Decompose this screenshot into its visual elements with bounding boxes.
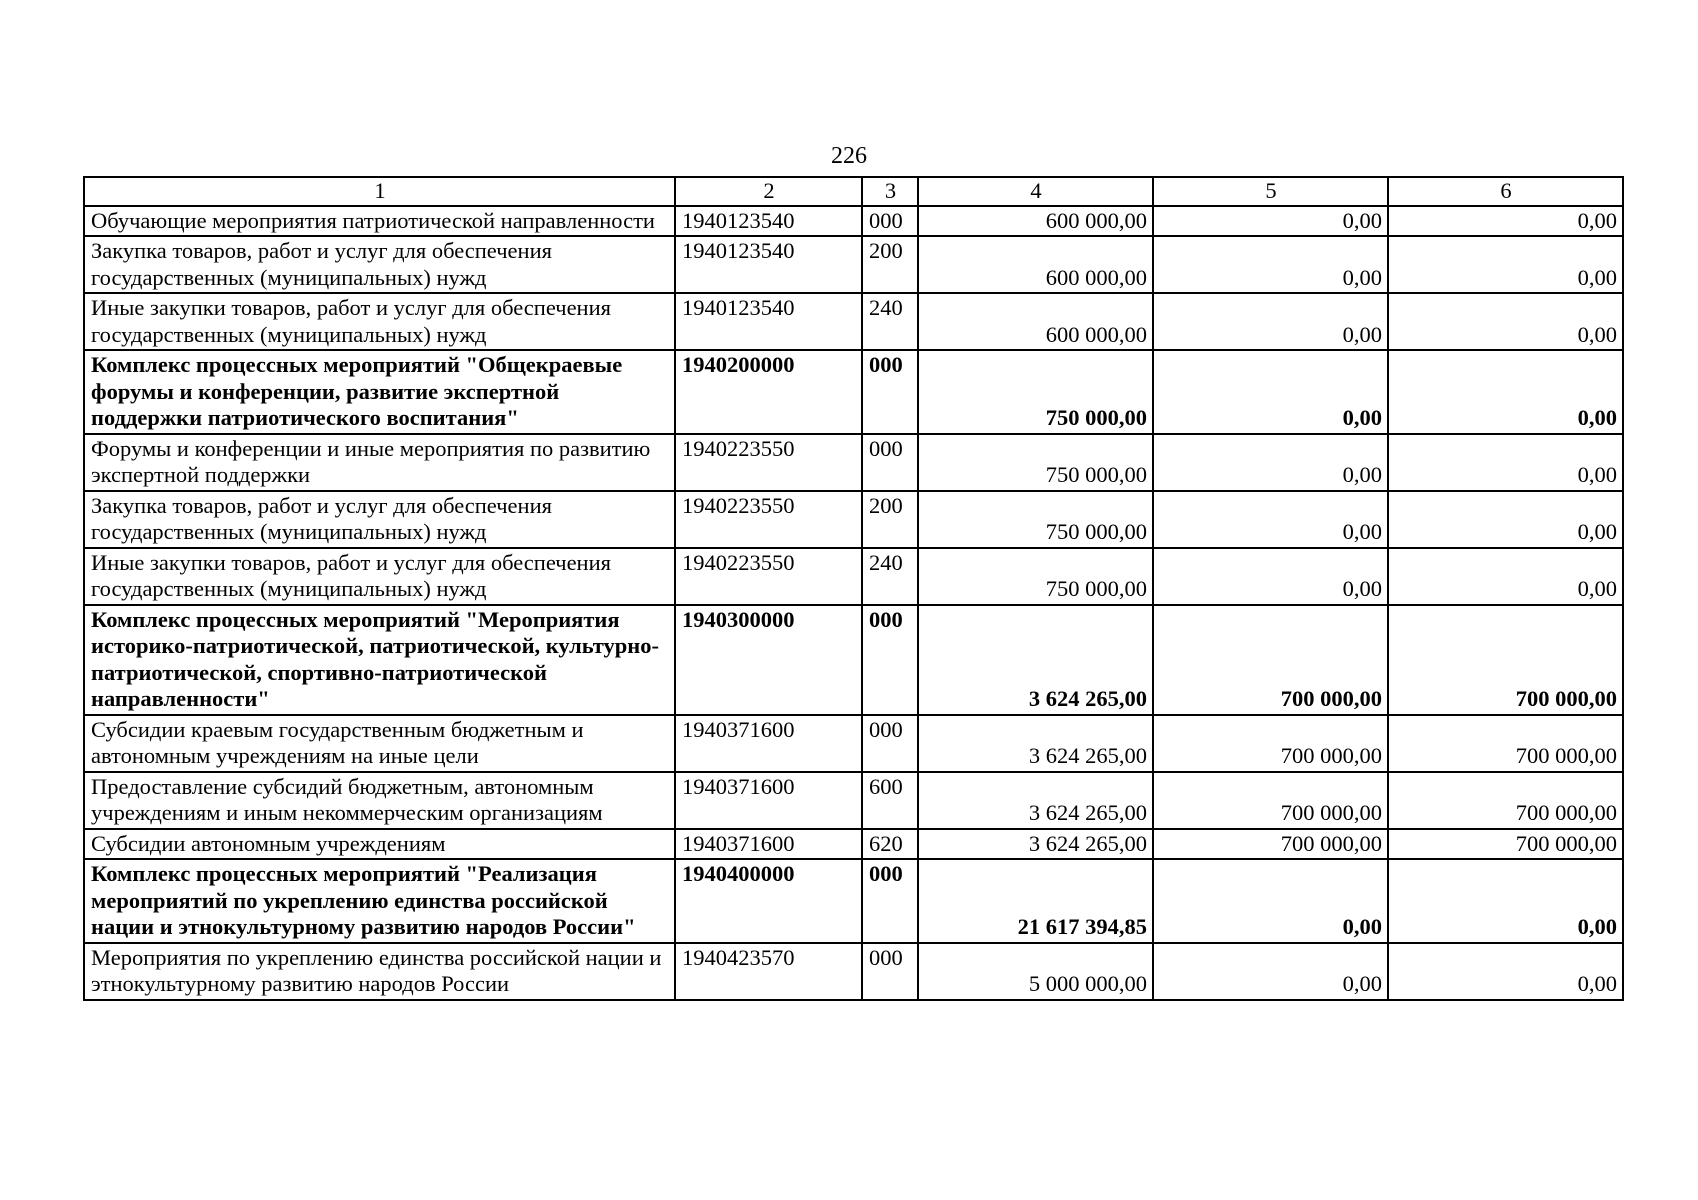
row-amount-col4: 750 000,00 [918,350,1153,434]
row-amount-col6: 0,00 [1388,434,1623,491]
column-header: 3 [862,177,918,206]
row-name-cell: Субсидии автономным учреждениям [84,829,675,860]
row-amount-col5: 0,00 [1153,236,1388,293]
row-code-cell: 1940400000 [675,859,862,943]
row-amount-col6: 0,00 [1388,350,1623,434]
row-kvr-cell: 000 [862,605,918,715]
row-amount-col6: 0,00 [1388,548,1623,605]
table-row [84,715,1623,772]
row-kvr-cell: 000 [862,715,918,772]
row-amount-col6: 0,00 [1388,236,1623,293]
row-amount-col4: 600 000,00 [918,206,1153,237]
row-amount-col6: 0,00 [1388,293,1623,350]
table-row [84,943,1623,1000]
row-code-cell: 1940423570 [675,943,862,1000]
row-kvr-cell: 600 [862,772,918,829]
row-name-cell: Закупка товаров, работ и услуг для обеспечения государственных (муниципальных) нужд [84,236,675,293]
row-amount-col4: 5 000 000,00 [918,943,1153,1000]
row-kvr-cell: 000 [862,350,918,434]
row-kvr-cell: 200 [862,236,918,293]
row-code-cell: 1940200000 [675,350,862,434]
row-amount-col6: 0,00 [1388,491,1623,548]
row-name-cell: Комплекс процессных мероприятий "Общекраевые форумы и конференции, развитие экспертной поддержки патриотического воспитания" [84,350,675,434]
row-name-cell: Комплекс процессных мероприятий "Реализация мероприятий по укреплению единства российской нации и этнокультурному развитию народов России" [84,859,675,943]
table-row [84,548,1623,605]
row-kvr-cell: 240 [862,548,918,605]
row-amount-col6: 700 000,00 [1388,605,1623,715]
row-amount-col6: 0,00 [1388,943,1623,1000]
row-code-cell: 1940371600 [675,772,862,829]
row-kvr-cell: 000 [862,206,918,237]
row-amount-col5: 0,00 [1153,293,1388,350]
row-name-cell: Комплекс процессных мероприятий "Мероприятия историко-патриотической, патриотической, культурно-патриотической, спортивно-патриотической направленности" [84,605,675,715]
table-body [84,206,1623,1000]
row-amount-col4: 3 624 265,00 [918,715,1153,772]
row-kvr-cell: 620 [862,829,918,860]
table-row [84,772,1623,829]
row-amount-col4: 750 000,00 [918,491,1153,548]
row-code-cell: 1940223550 [675,548,862,605]
table-row [84,605,1623,715]
row-kvr-cell: 200 [862,491,918,548]
row-name-cell: Закупка товаров, работ и услуг для обеспечения государственных (муниципальных) нужд [84,491,675,548]
row-amount-col4: 21 617 394,85 [918,859,1153,943]
row-amount-col5: 0,00 [1153,859,1388,943]
row-amount-col4: 750 000,00 [918,548,1153,605]
row-name-cell: Субсидии краевым государственным бюджетным и автономным учреждениям на иные цели [84,715,675,772]
row-amount-col5: 0,00 [1153,491,1388,548]
table-row [84,859,1623,943]
column-header: 5 [1153,177,1388,206]
row-name-cell: Мероприятия по укреплению единства российской нации и этнокультурному развитию народов России [84,943,675,1000]
row-kvr-cell: 000 [862,859,918,943]
table-row [84,829,1623,860]
row-amount-col6: 0,00 [1388,859,1623,943]
column-header: 1 [84,177,675,206]
row-amount-col4: 3 624 265,00 [918,829,1153,860]
row-name-cell: Обучающие мероприятия патриотической направленности [84,206,675,237]
row-code-cell: 1940300000 [675,605,862,715]
row-kvr-cell: 000 [862,434,918,491]
row-amount-col5: 0,00 [1153,206,1388,237]
table-row [84,350,1623,434]
row-amount-col6: 700 000,00 [1388,829,1623,860]
row-code-cell: 1940371600 [675,715,862,772]
table-row [84,293,1623,350]
row-name-cell: Иные закупки товаров, работ и услуг для обеспечения государственных (муниципальных) нужд [84,548,675,605]
row-amount-col5: 700 000,00 [1153,829,1388,860]
row-amount-col5: 700 000,00 [1153,605,1388,715]
row-amount-col6: 0,00 [1388,206,1623,237]
row-code-cell: 1940123540 [675,206,862,237]
table-row [84,236,1623,293]
row-amount-col4: 600 000,00 [918,293,1153,350]
row-amount-col4: 600 000,00 [918,236,1153,293]
row-amount-col5: 700 000,00 [1153,715,1388,772]
column-header: 4 [918,177,1153,206]
row-amount-col5: 0,00 [1153,434,1388,491]
row-code-cell: 1940371600 [675,829,862,860]
column-header: 2 [675,177,862,206]
row-name-cell: Предоставление субсидий бюджетным, автономным учреждениям и иным некоммерческим организациям [84,772,675,829]
row-kvr-cell: 000 [862,943,918,1000]
row-name-cell: Форумы и конференции и иные мероприятия по развитию экспертной поддержки [84,434,675,491]
row-amount-col5: 700 000,00 [1153,772,1388,829]
row-code-cell: 1940223550 [675,434,862,491]
header-row [84,177,1623,206]
row-kvr-cell: 240 [862,293,918,350]
table-row [84,491,1623,548]
row-amount-col4: 3 624 265,00 [918,605,1153,715]
row-code-cell: 1940123540 [675,236,862,293]
row-amount-col4: 3 624 265,00 [918,772,1153,829]
column-header: 6 [1388,177,1623,206]
row-name-cell: Иные закупки товаров, работ и услуг для обеспечения государственных (муниципальных) нужд [84,293,675,350]
row-amount-col5: 0,00 [1153,943,1388,1000]
budget-table [83,176,1624,1001]
row-amount-col6: 700 000,00 [1388,715,1623,772]
row-amount-col4: 750 000,00 [918,434,1153,491]
row-amount-col5: 0,00 [1153,548,1388,605]
row-amount-col6: 700 000,00 [1388,772,1623,829]
row-code-cell: 1940123540 [675,293,862,350]
row-code-cell: 1940223550 [675,491,862,548]
page-number: 226 [831,143,867,169]
table-row [84,434,1623,491]
table-row [84,206,1623,237]
row-amount-col5: 0,00 [1153,350,1388,434]
